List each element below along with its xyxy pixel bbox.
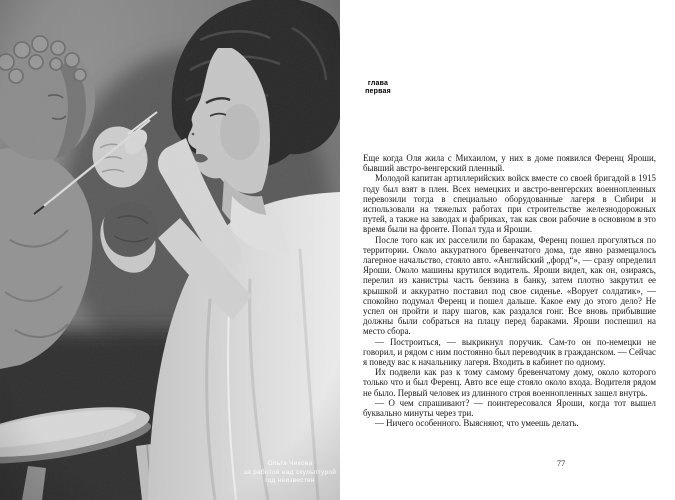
chapter-heading-line: глава (367, 80, 389, 87)
paragraph: — Построиться, — выкрикнул поручик. Сам-то он по-немецки не говорил, и рядом с ним постоянно был переводчик в гражданском. — Сейчас я поведу вас к начальнику лагеря. Входить в кабинет по одному. (363, 336, 656, 368)
photo-caption-line: за работой над скульптурой (243, 468, 337, 476)
paragraph: Еще когда Оля жила с Михаилом, у них в доме появился Ференц Яроши, бывший австро-венгерский пленный. (363, 153, 656, 174)
paragraph: Их подвели как раз к тому самому бревенчатому дому, около которого только что и был Ференц. Авто все еще стояло около входа. Водителя рядом не было. Первый человек из длинного строя военнопленных зашел внутрь. (363, 367, 656, 398)
page-number: 77 (556, 459, 566, 468)
paragraph: Молодой капитан артиллерийских войск вместе со своей бригадой в 1915 году был взят в плен. Всех немецких и австро-венгерских военнопленных перевозили тогда в специально оборудованные лагеря в Сибири и использовали на тяжелых работах при строительстве железнодорожных путей, а также на заводах и фабриках, так как свои рабочие в основном в это время были на фронте. Попал туда и Яроши. (363, 173, 656, 235)
paragraph: — О чем спрашивают? — поинтересовался Яроши, когда тот вышел буквально минуты через три. (363, 397, 656, 419)
photo-caption-line: Ольга Чехова (267, 460, 313, 467)
chapter-heading (363, 80, 393, 95)
paragraph: После того как их расселили по баракам, Ференц пошел прогуляться по территории. Около аккуратного бревенчатого дома, где явно размещалось лагерное начальство, стояло авто. «Английский „форд“», — сразу определил Яроши. Около машины крутился водитель. Яроши видел, как он, озираясь, перелил из канистры часть бензина в банку, затем плотно закрутил ее крышкой и аккуратно поставил под свое сиденье. «Ворует солдатик», — спокойно подумал Ференц и пошел дальше. Какое ему до этого дело? Не успел он пройти и пару шагов, как раздался гонг. Все вновь прибывшие должны были собраться на плацу перед бараками. Яроши поспешил на место сбора. (363, 234, 656, 337)
photo-caption-line: год неизвестен (265, 477, 315, 485)
body-text (363, 153, 656, 428)
page-right (340, 0, 675, 500)
paragraph: — Ничего особенного. Выясняют, что умеешь делать. (375, 418, 579, 429)
chapter-heading-line: первая (365, 87, 391, 95)
